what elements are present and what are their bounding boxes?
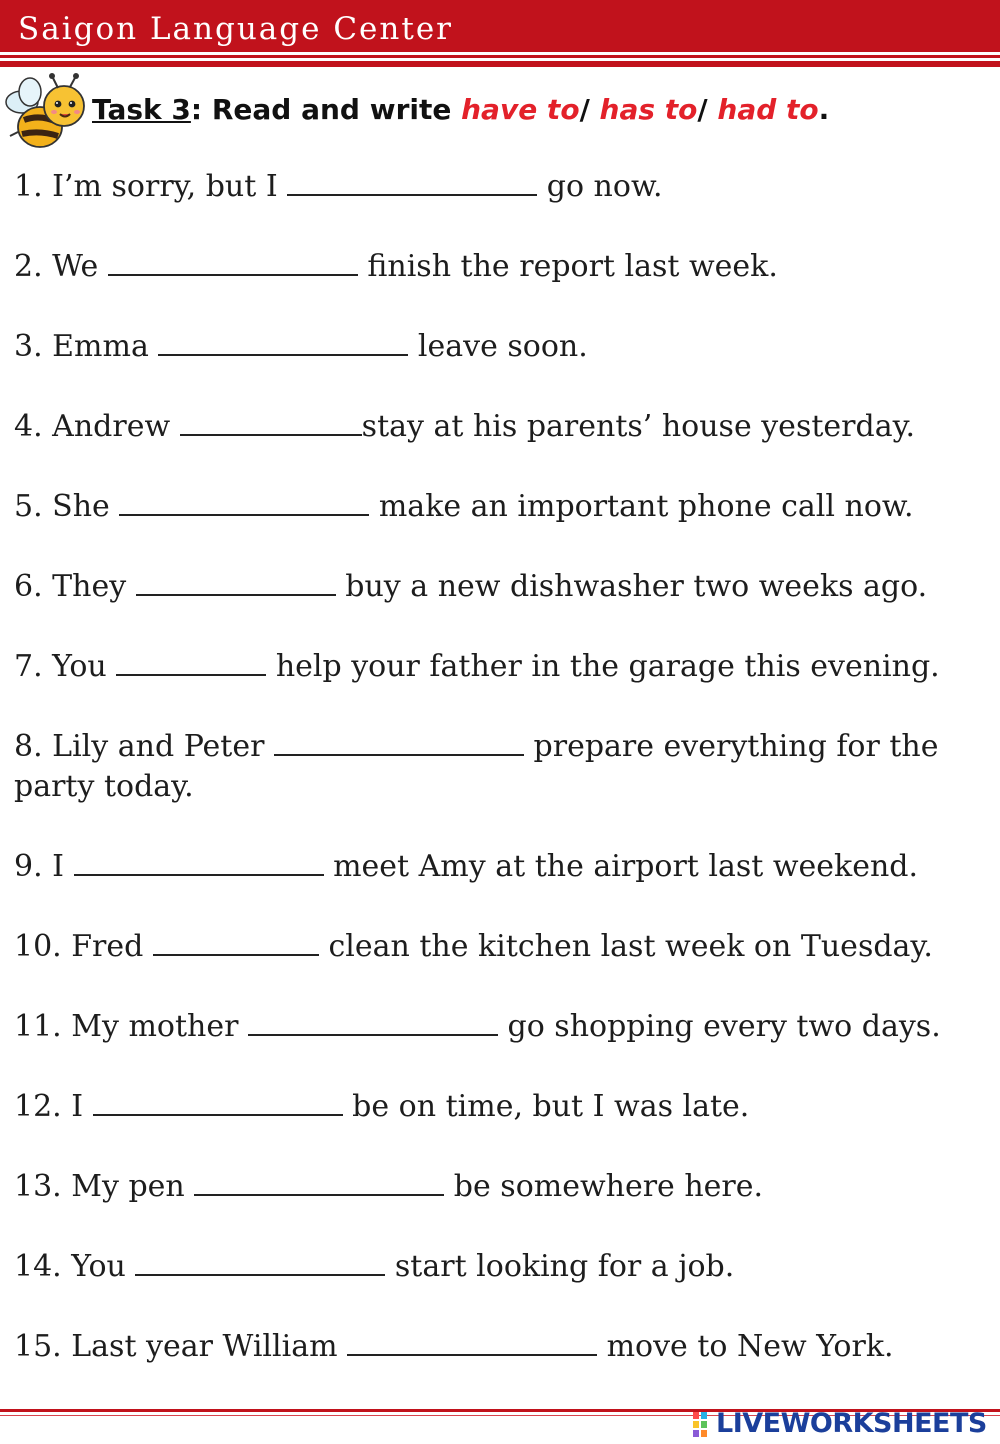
option-separator: /	[697, 93, 718, 126]
question-12	[14, 1086, 749, 1127]
question-text-before: 12. I	[14, 1089, 93, 1124]
question-text-continued: party today.	[14, 769, 194, 804]
question-text-after: leave soon.	[408, 329, 588, 364]
question-13	[14, 1166, 763, 1207]
question-text-before: 15. Last year William	[14, 1329, 348, 1364]
question-text-after: go shopping every two days.	[497, 1009, 941, 1044]
question-4	[14, 406, 915, 447]
question-text-after: buy a new dishwasher two weeks ago.	[335, 569, 928, 604]
question-8-continued	[14, 766, 194, 807]
task-period: .	[818, 93, 830, 126]
task-label: Task 3	[92, 93, 191, 126]
answer-blank[interactable]	[153, 926, 319, 956]
task-heading	[92, 93, 830, 126]
answer-blank[interactable]	[136, 566, 336, 596]
question-14	[14, 1246, 734, 1287]
answer-blank[interactable]	[248, 1006, 498, 1036]
question-text-before: 7. You	[14, 649, 117, 684]
question-3	[14, 326, 588, 367]
question-text-after: move to New York.	[597, 1329, 894, 1364]
question-text-after: finish the report last week.	[357, 249, 778, 284]
question-text-before: 1. I’m sorry, but I	[14, 169, 288, 204]
question-text-before: 5. She	[14, 489, 120, 524]
question-9	[14, 846, 918, 887]
question-7	[14, 646, 940, 687]
option-separator: /	[579, 93, 600, 126]
question-text-after: make an important phone call now.	[369, 489, 914, 524]
question-text-before: 14. You	[14, 1249, 136, 1284]
question-text-after: clean the kitchen last week on Tuesday.	[318, 929, 933, 964]
answer-blank[interactable]	[194, 1166, 444, 1196]
answer-blank[interactable]	[274, 726, 524, 756]
answer-blank[interactable]	[135, 1246, 385, 1276]
question-text-after: go now.	[537, 169, 663, 204]
header-title: Saigon Language Center	[18, 11, 453, 47]
answer-blank[interactable]	[108, 246, 358, 276]
option-has-to: has to	[599, 93, 698, 126]
header-divider	[0, 55, 1000, 58]
liveworksheets-logo-icon	[692, 1410, 716, 1438]
question-text-after: prepare everything for the	[523, 729, 939, 764]
question-5	[14, 486, 914, 527]
question-text-before: 11. My mother	[14, 1009, 248, 1044]
question-text-before: 3. Emma	[14, 329, 159, 364]
question-15	[14, 1326, 894, 1367]
option-have-to: have to	[461, 93, 580, 126]
question-text-after: be on time, but I was late.	[342, 1089, 750, 1124]
question-text-after: help your father in the garage this evening.	[266, 649, 940, 684]
logo-text: LIVEWORKSHEETS	[716, 1408, 987, 1439]
answer-blank[interactable]	[347, 1326, 597, 1356]
question-11	[14, 1006, 941, 1047]
question-2	[14, 246, 778, 287]
option-had-to: had to	[717, 93, 819, 126]
task-instruction: : Read and write	[190, 93, 462, 126]
question-text-after: be somewhere here.	[444, 1169, 764, 1204]
question-text-before: 2. We	[14, 249, 108, 284]
question-text-before: 10. Fred	[14, 929, 153, 964]
bee-icon	[2, 72, 90, 156]
question-6	[14, 566, 927, 607]
question-text-after: stay at his parents’ house yesterday.	[361, 409, 916, 444]
question-text-before: 13. My pen	[14, 1169, 195, 1204]
answer-blank[interactable]	[158, 326, 408, 356]
answer-blank[interactable]	[74, 846, 324, 876]
question-text-before: 9. I	[14, 849, 74, 884]
answer-blank[interactable]	[287, 166, 537, 196]
answer-blank[interactable]	[116, 646, 266, 676]
question-text-after: start looking for a job.	[385, 1249, 735, 1284]
question-10	[14, 926, 933, 967]
question-text-before: 6. They	[14, 569, 136, 604]
header-divider-thick	[0, 61, 1000, 67]
question-text-after: meet Amy at the airport last weekend.	[323, 849, 919, 884]
answer-blank[interactable]	[180, 406, 362, 436]
answer-blank[interactable]	[93, 1086, 343, 1116]
question-1	[14, 166, 663, 207]
question-8	[14, 726, 939, 767]
header-bar	[0, 0, 1000, 52]
question-text-before: 8. Lily and Peter	[14, 729, 274, 764]
answer-blank[interactable]	[119, 486, 369, 516]
question-text-before: 4. Andrew	[14, 409, 180, 444]
